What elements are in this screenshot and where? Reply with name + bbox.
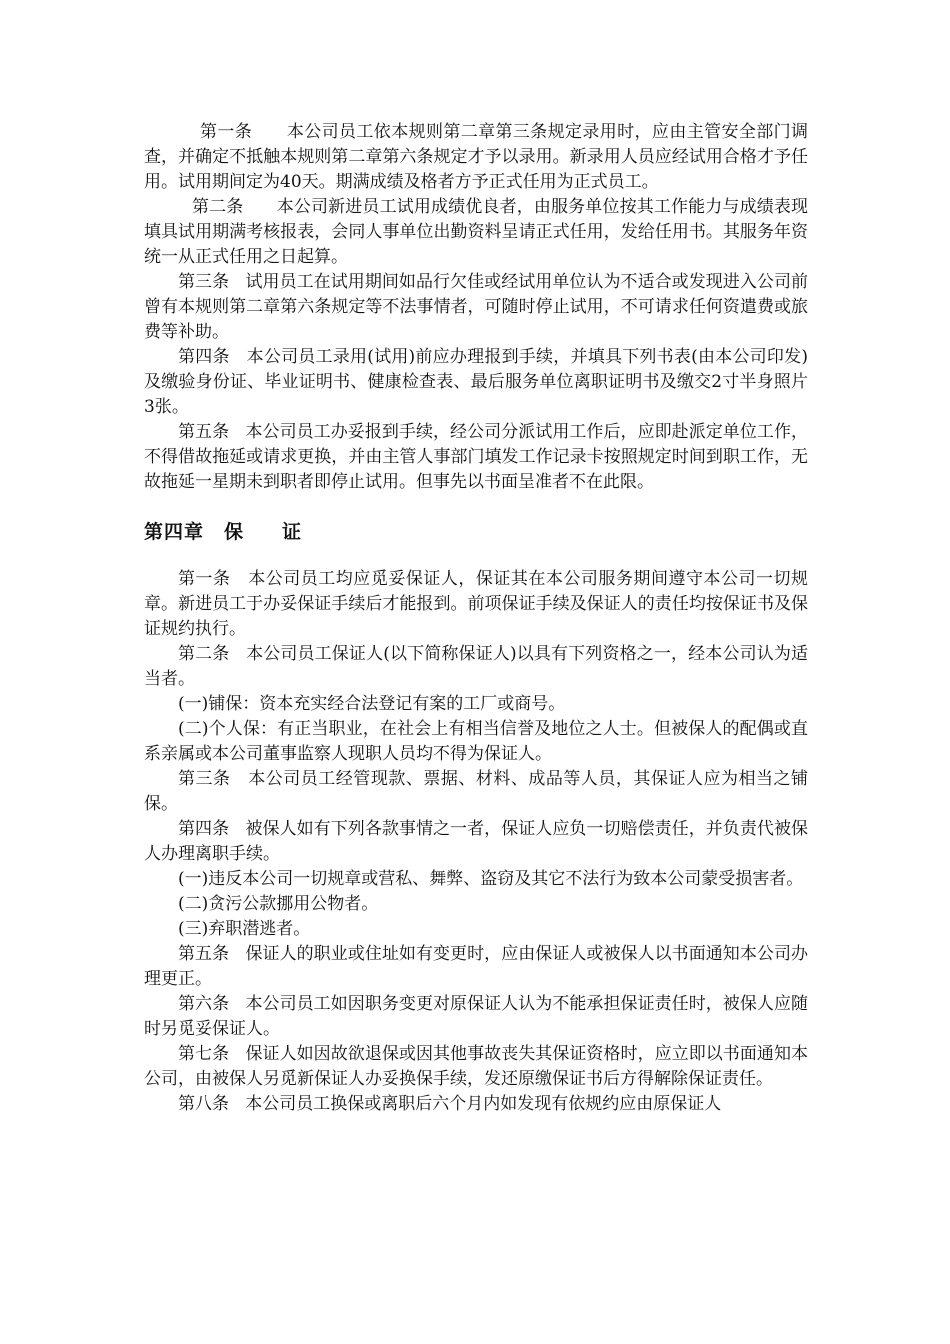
- clause-paragraph: [144, 917, 808, 942]
- article-paragraph: [144, 767, 808, 817]
- article-text: 本公司员工如因职务变更对原保证人认为不能承担保证责任时，被保人应随时另觅妥保证人。: [144, 994, 808, 1039]
- article-text: 本公司员工依本规则第二章第三条规定录用时，应由主管安全部门调查，并确定不抵触本规则第二章第六条规定才予以录用。新录用人员应经试用合格才予任用。试用期间定为40天。期满成绩及格者方予正式任用为正式员工。: [144, 122, 809, 192]
- article-text: 被保人如有下列各款事情之一者，保证人应负一切赔偿责任，并负责代被保人办理离职手续。: [144, 819, 808, 864]
- article-text: 试用员工在试用期间如品行欠佳或经试用单位认为不适合或发现进入公司前曾有本规则第二章第六条规定等不法事情者，可随时停止试用，不可请求任何资遣费或旅费等补助。: [144, 272, 808, 342]
- clause-text: (三)弃职潜逃者。: [178, 919, 311, 939]
- article-label: 第二条: [192, 197, 244, 217]
- section-3-articles: [144, 120, 808, 495]
- article-paragraph: [144, 270, 808, 345]
- article-text: 本公司员工办妥报到手续，经公司分派试用工作后，应即赴派定单位工作，不得借故拖延或请求更换，并由主管人事部门填发工作记录卡按照规定时间到职工作，无故拖延一星期未到职者即停止试用。但事先以书面呈准者不在此限。: [144, 422, 808, 492]
- article-label: 第八条: [178, 1094, 229, 1114]
- article-paragraph: [144, 420, 808, 495]
- article-label: 第四条: [178, 347, 230, 367]
- article-label: 第三条: [178, 272, 230, 292]
- article-label: 第一条: [178, 569, 231, 589]
- article-paragraph: [144, 345, 808, 420]
- article-label: 第一条: [200, 122, 253, 142]
- article-paragraph: [144, 942, 808, 992]
- clause-paragraph: [144, 892, 808, 917]
- article-text: 本公司员工经管现款、票据、材料、成品等人员，其保证人应为相当之铺保。: [144, 769, 808, 814]
- clause-text: (一)铺保：资本充实经合法登记有案的工厂或商号。: [178, 694, 566, 714]
- article-label: 第三条: [178, 769, 231, 789]
- article-paragraph: [144, 817, 808, 867]
- article-paragraph: [144, 992, 808, 1042]
- article-label: 第五条: [178, 422, 230, 442]
- article-label: 第五条: [178, 944, 230, 964]
- article-label: 第七条: [178, 1044, 230, 1064]
- clause-paragraph: [144, 692, 808, 717]
- article-text: 保证人如因故欲退保或因其他事故丧失其保证资格时，应立即以书面通知本公司，由被保人另觅新保证人办妥换保手续，发还原缴保证书后方得解除保证责任。: [144, 1044, 808, 1089]
- article-label: 第四条: [178, 819, 230, 839]
- chapter-heading: [144, 519, 808, 545]
- clause-paragraph: [144, 717, 808, 767]
- article-paragraph: [144, 1092, 808, 1117]
- section-4-articles: [144, 567, 808, 1117]
- article-paragraph: [144, 642, 808, 692]
- article-text: 本公司员工录用(试用)前应办理报到手续，并填具下列书表(由本公司印发)及缴验身份证、毕业证明书、健康检查表、最后服务单位离职证明书及缴交2寸半身照片3张。: [144, 347, 808, 417]
- article-paragraph: [144, 120, 808, 195]
- chapter-number: 第四章: [144, 521, 205, 543]
- article-text: 本公司员工保证人(以下简称保证人)以具有下列资格之一，经本公司认为适当者。: [144, 644, 809, 689]
- chapter-title-char: 保: [224, 521, 245, 543]
- clause-text: (一)违反本公司一切规章或营私、舞弊、盗窃及其它不法行为致本公司蒙受损害者。: [178, 869, 804, 889]
- clause-paragraph: [144, 867, 808, 892]
- article-paragraph: [144, 195, 808, 270]
- article-text: 保证人的职业或住址如有变更时，应由保证人或被保人以书面通知本公司办理更正。: [144, 944, 808, 989]
- article-label: 第二条: [178, 644, 230, 664]
- document-page: [144, 120, 808, 1117]
- article-paragraph: [144, 1042, 808, 1092]
- article-paragraph: [144, 567, 808, 642]
- clause-text: (二)贪污公款挪用公物者。: [178, 894, 379, 914]
- article-text: 本公司员工均应觅妥保证人，保证其在本公司服务期间遵守本公司一切规章。新进员工于办妥保证手续后才能报到。前项保证手续及保证人的责任均按保证书及保证规约执行。: [144, 569, 808, 639]
- article-label: 第六条: [178, 994, 230, 1014]
- clause-text: (二)个人保：有正当职业，在社会上有相当信誉及地位之人士。但被保人的配偶或直系亲属或本公司董事监察人现职人员均不得为保证人。: [144, 719, 808, 764]
- chapter-title-char: 证: [282, 521, 303, 543]
- article-text: 本公司新进员工试用成绩优良者，由服务单位按其工作能力与成绩表现填具试用期满考核报表，会同人事单位出勤资料呈请正式任用，发给任用书。其服务年资统一从正式任用之日起算。: [144, 197, 808, 267]
- article-text: 本公司员工换保或离职后六个月内如发现有依规约应由原保证人: [245, 1094, 722, 1114]
